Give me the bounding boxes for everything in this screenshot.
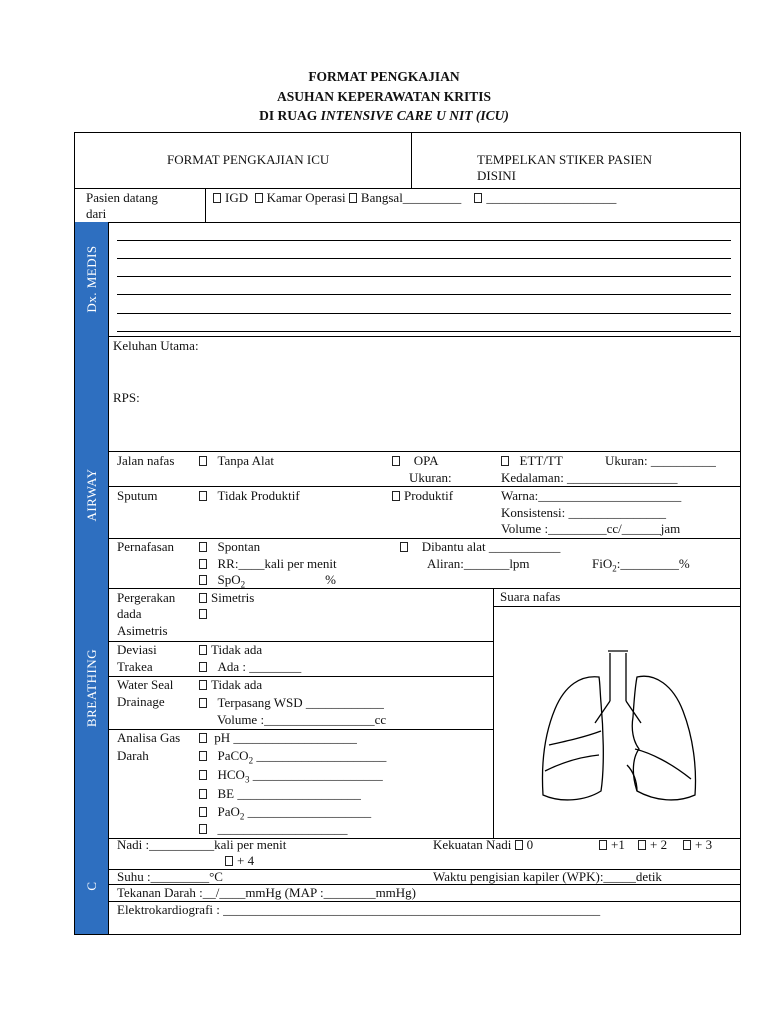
productive-label: Produktif — [404, 488, 454, 503]
pulse-plus1-checkbox[interactable] — [599, 840, 607, 850]
right-lung-fissure — [549, 731, 601, 745]
blood-gas-label-line2: Darah — [117, 748, 149, 763]
spo2-subscript: 2 — [240, 579, 246, 590]
breath-sounds-label: Suara nafas — [500, 589, 561, 604]
diagnosis-line[interactable] — [117, 258, 731, 259]
divider — [75, 188, 740, 189]
right-lung-fissure-lower — [545, 755, 599, 771]
no-deviation-label: Tidak ada — [211, 642, 263, 657]
spontaneous-checkbox[interactable] — [199, 542, 207, 552]
no-wsd-checkbox[interactable] — [199, 680, 207, 690]
section-dx-medis-label: Dx. MEDIS — [83, 245, 99, 313]
symmetric-option — [199, 590, 254, 606]
pulse-plus1-label: +1 — [611, 837, 625, 852]
non-productive-label: Tidak Produktif — [217, 488, 300, 503]
pulse-plus4-checkbox[interactable] — [225, 856, 233, 866]
sticker-instruction-line1: TEMPELKAN STIKER PASIEN — [477, 152, 653, 167]
blood-pressure-field[interactable]: Tekanan Darah :__/____mmHg (MAP :________mmHg) — [117, 885, 417, 900]
section-dx-medis — [75, 222, 109, 336]
assisted-checkbox[interactable] — [400, 542, 408, 552]
assisted-device-field[interactable]: Dibantu alat ___________ — [421, 539, 561, 554]
paco2-checkbox[interactable] — [199, 751, 207, 761]
chief-complaint-label: Keluhan Utama: — [113, 338, 199, 353]
capillary-refill-field[interactable]: Waktu pengisian kapiler (WPK):_____detik — [433, 869, 662, 884]
divider — [109, 588, 740, 589]
rr-checkbox[interactable] — [199, 559, 207, 569]
fio2-field[interactable] — [592, 556, 690, 577]
divider — [75, 451, 740, 452]
water-seal-label-line1: Water Seal — [117, 677, 174, 692]
lungs-diagram[interactable] — [527, 645, 711, 805]
be-field[interactable]: BE ___________________ — [217, 786, 361, 801]
section-breathing-label: BREATHING — [83, 648, 99, 728]
pao2-checkbox[interactable] — [199, 807, 207, 817]
sputum-color-field[interactable]: Warna:______________________ — [501, 488, 682, 503]
be-row — [199, 786, 361, 802]
wsd-volume-field[interactable]: Volume :_________________cc — [217, 712, 387, 727]
spo2-checkbox[interactable] — [199, 575, 207, 585]
divider — [493, 606, 740, 607]
diagnosis-line[interactable] — [117, 294, 731, 295]
arrival-options — [213, 190, 616, 206]
pao2-field[interactable]: ___________________ — [244, 804, 372, 819]
right-lung-outline — [543, 677, 604, 800]
airway-label: Jalan nafas — [117, 453, 175, 468]
blood-gas-label-line1: Analisa Gas — [117, 730, 181, 745]
symmetric-checkbox[interactable] — [199, 593, 207, 603]
other-gas-row — [199, 821, 348, 837]
no-device-label: Tanpa Alat — [217, 453, 274, 468]
other-origin-field[interactable]: ____________________ — [486, 190, 617, 205]
deviation-checkbox[interactable] — [199, 662, 207, 672]
pulse-0-label: 0 — [526, 837, 534, 852]
chest-movement-label-line3: Asimetris — [117, 623, 168, 638]
pulse-plus4-option — [225, 853, 254, 869]
section-breathing — [75, 538, 109, 838]
assisted-option — [400, 539, 560, 555]
sputum-consistency-field[interactable]: Konsistensi: _______________ — [501, 505, 667, 520]
location-prefix: DI RUAG — [259, 108, 321, 123]
rr-field[interactable]: RR:____kali per menit — [217, 556, 337, 571]
flow-field[interactable]: Aliran:_______lpm — [427, 556, 530, 571]
opa-option — [392, 453, 439, 469]
pulse-plus2-label: + 2 — [650, 837, 668, 852]
opa-label: OPA — [413, 453, 439, 468]
other-origin-checkbox[interactable] — [474, 193, 482, 203]
trachea — [610, 653, 626, 701]
divider — [75, 336, 740, 337]
diagnosis-line[interactable] — [117, 313, 731, 314]
non-productive-option — [199, 488, 300, 504]
rps-label: RPS: — [113, 390, 140, 405]
pulse-0-checkbox[interactable] — [515, 840, 523, 850]
left-lung-outline — [632, 676, 695, 800]
chest-movement-label-line1: Pergerakan — [117, 590, 176, 605]
section-circulation-label: C — [83, 881, 99, 891]
pulse-plus2-option — [638, 837, 667, 853]
section-airway-label: AIRWAY — [83, 467, 99, 522]
wsd-checkbox[interactable] — [199, 698, 207, 708]
paco2-field[interactable]: ____________________ — [253, 748, 387, 763]
wsd-option — [199, 695, 384, 711]
temperature-field[interactable]: Suhu :_________°C — [117, 869, 223, 884]
pulse-field[interactable]: Nadi :__________kali per menit — [117, 837, 287, 852]
section-airway — [75, 451, 109, 538]
hco3-label: HCO — [217, 767, 245, 782]
no-device-option — [199, 453, 274, 469]
hco3-row — [199, 767, 383, 788]
ph-field[interactable]: pH ___________________ — [214, 730, 357, 745]
no-wsd-option — [199, 677, 262, 693]
sputum-volume-field[interactable]: Volume :_________cc/______jam — [501, 521, 681, 536]
symmetric-label: Simetris — [211, 590, 255, 605]
fio2-label: FiO — [592, 556, 613, 571]
diagnosis-line[interactable] — [117, 331, 731, 332]
assessment-form-title: FORMAT PENGKAJIAN ICU — [167, 152, 330, 167]
paco2-row — [199, 748, 386, 769]
arrival-label-line1: Pasien datang — [86, 190, 158, 205]
arrival-label-line2: dari — [86, 206, 107, 221]
no-device-checkbox[interactable] — [199, 456, 207, 466]
pulse-plus2-checkbox[interactable] — [638, 840, 646, 850]
pulse-plus3-label: + 3 — [695, 837, 713, 852]
pulse-strength-label: Kekuatan Nadi — [433, 837, 512, 852]
sputum-label: Sputum — [117, 488, 158, 503]
fio2-subscript: 2 — [612, 563, 617, 574]
spontaneous-label: Spontan — [217, 539, 261, 554]
respiration-label: Pernafasan — [117, 539, 175, 554]
divider — [411, 133, 412, 188]
hco3-field[interactable]: ____________________ — [249, 767, 383, 782]
form-subtitle: ASUHAN KEPERAWATAN KRITIS — [276, 89, 492, 104]
depth-field[interactable]: Kedalaman: _________________ — [501, 470, 678, 485]
productive-checkbox[interactable] — [392, 491, 400, 501]
productive-option — [392, 488, 453, 504]
igd-label: IGD — [225, 190, 249, 205]
divider — [493, 588, 494, 838]
wsd-field[interactable]: Terpasang WSD ____________ — [217, 695, 384, 710]
spontaneous-option — [199, 539, 260, 555]
pulse-plus3-checkbox[interactable] — [683, 840, 691, 850]
fio2-value: :_________% — [616, 556, 690, 571]
opa-checkbox[interactable] — [392, 456, 400, 466]
divider — [75, 222, 740, 223]
ph-checkbox[interactable] — [199, 733, 207, 743]
non-productive-checkbox[interactable] — [199, 491, 207, 501]
opa-size-label: Ukuran: — [409, 470, 452, 485]
chest-movement-label-line2: dada — [117, 606, 142, 621]
asymmetric-option — [199, 606, 211, 622]
other-gas-field[interactable]: ____________________ — [217, 821, 348, 836]
no-deviation-option — [199, 642, 262, 658]
operating-room-label: Kamar Operasi — [266, 190, 346, 205]
divider — [205, 188, 206, 222]
other-gas-checkbox[interactable] — [199, 824, 207, 834]
spo2-unit: % — [325, 572, 336, 587]
divider — [109, 486, 740, 487]
operating-room-checkbox[interactable] — [255, 193, 263, 203]
assessment-form — [74, 132, 741, 935]
ett-checkbox[interactable] — [501, 456, 509, 466]
water-seal-label-line2: Drainage — [117, 694, 165, 709]
rr-option — [199, 556, 337, 572]
pulse-strength — [433, 837, 533, 853]
section-keluhan — [75, 336, 109, 451]
asymmetric-checkbox[interactable] — [199, 609, 207, 619]
be-checkbox[interactable] — [199, 789, 207, 799]
no-deviation-checkbox[interactable] — [199, 645, 207, 655]
paco2-label: PaCO — [217, 748, 249, 763]
pulse-plus1-option — [599, 837, 625, 853]
sticker-instruction-line2: DISINI — [477, 168, 516, 183]
divider — [109, 641, 493, 642]
tracheal-deviation-label-line1: Deviasi — [117, 642, 157, 657]
form-location — [0, 108, 768, 124]
ward-field[interactable]: Bangsal_________ — [360, 190, 462, 205]
ett-label: ETT/TT — [519, 453, 563, 468]
left-lung-fissure — [635, 749, 691, 779]
diagnosis-line[interactable] — [117, 240, 731, 241]
pulse-plus4-label: + 4 — [237, 853, 255, 868]
spo2-label: SpO — [217, 572, 241, 587]
tracheal-deviation-label-line2: Trakea — [117, 659, 153, 674]
ward-checkbox[interactable] — [349, 193, 357, 203]
hco3-subscript: 3 — [244, 774, 250, 785]
ett-size-field[interactable]: Ukuran: __________ — [605, 453, 716, 468]
diagnosis-line[interactable] — [117, 276, 731, 277]
deviation-option — [199, 659, 301, 675]
form-title: FORMAT PENGKAJIAN — [308, 69, 460, 84]
paco2-subscript: 2 — [248, 755, 254, 766]
deviation-field[interactable]: Ada : ________ — [217, 659, 302, 674]
location-unit: INTENSIVE CARE U NIT (ICU) — [320, 108, 509, 123]
ett-option — [501, 453, 563, 469]
no-wsd-label: Tidak ada — [211, 677, 263, 692]
ph-row — [199, 730, 357, 746]
ecg-field[interactable]: Elektrokardiografi : __________________________________________________________ — [117, 902, 601, 917]
pulse-plus3-option — [683, 837, 712, 853]
section-circulation — [75, 838, 109, 934]
hco3-checkbox[interactable] — [199, 770, 207, 780]
pao2-label: PaO — [217, 804, 240, 819]
lungs-drawing — [543, 651, 696, 800]
igd-checkbox[interactable] — [213, 193, 221, 203]
pao2-subscript: 2 — [239, 811, 245, 822]
